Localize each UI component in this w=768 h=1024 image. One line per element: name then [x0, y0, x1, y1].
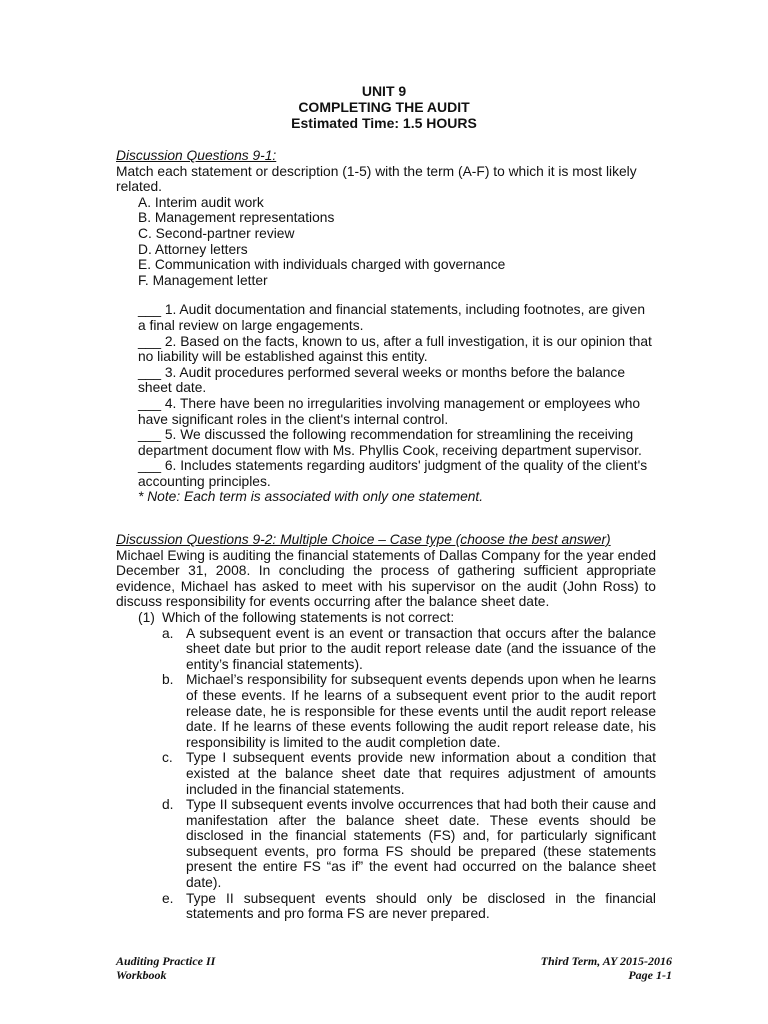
question-number: (1) — [138, 609, 155, 625]
discussion-questions-9-1 — [116, 148, 656, 505]
section-heading: Discussion Questions 9-2: Multiple Choice – Case type (choose the best answer) — [116, 532, 611, 547]
option-c: c. Type I subsequent events provide new information about a condition that existed at the balance sheet date that requires adjustment of amounts included in the financial statements. — [162, 750, 656, 797]
list-item: F. Management letter — [138, 272, 268, 288]
footer-workbook: Workbook — [116, 968, 167, 982]
term-list — [138, 195, 656, 289]
option-d: d. Type II subsequent events involve occurrences that had both their cause and manifestation after the balance sheet date. These events should be disclosed in the financial statements (FS) and, for particularly significant subsequent events, pro forma FS should be prepared (these statements present the entire FS “as if” the event had occurred on the balance sheet date). — [162, 797, 656, 891]
footer-left — [116, 954, 215, 982]
option-list — [162, 626, 656, 922]
question-1 — [138, 610, 656, 922]
list-item: ___ 3. Audit procedures performed several weeks or months before the balance sheet date. — [138, 364, 626, 396]
list-item: ___ 1. Audit documentation and financial statements, including footnotes, are given a final review on large engagements. — [138, 302, 645, 333]
list-item: D. Attorney letters — [138, 241, 248, 257]
instructions: Match each statement or description (1-5) with the term (A-F) to which it is most likely related. — [116, 163, 637, 195]
note: * Note: Each term is associated with only one statement. — [138, 489, 484, 505]
list-item: ___ 2. Based on the facts, known to us, after a full investigation, it is our opinion that no liability will be established against this entity. — [138, 333, 652, 365]
option-e: e. Type II subsequent events should only be disclosed in the financial statements and pro forma FS are never prepared. — [162, 890, 656, 922]
case-text: Michael Ewing is auditing the financial statements of Dallas Company for the year ended December 31, 2008. In concluding the process of gathering sufficient appropriate evidence, Michael has asked to meet with his supervisor on the audit (John Ross) to discuss responsibility for events occurring after the balance sheet date. — [116, 547, 656, 610]
footer-page-number: Page 1-1 — [628, 968, 672, 982]
list-item: ___ 5. We discussed the following recommendation for streamlining the receiving department document flow with Ms. Phyllis Cook, receiving department supervisor. — [138, 427, 642, 458]
estimated-time: Estimated Time: 1.5 HOURS — [291, 115, 477, 131]
discussion-questions-9-2 — [116, 532, 656, 922]
statement-list — [138, 302, 656, 489]
list-item: A. Interim audit work — [138, 194, 264, 210]
list-item: C. Second-partner review — [138, 225, 295, 241]
list-item: ___ 6. Includes statements regarding auditors' judgment of the quality of the client's accounting principles. — [138, 458, 648, 489]
list-item: E. Communication with individuals charged with governance — [138, 257, 506, 273]
question-stem: Which of the following statements is not correct: — [162, 609, 455, 625]
chapter-title: COMPLETING THE AUDIT — [298, 99, 470, 115]
list-item: B. Management representations — [138, 210, 335, 226]
unit-title: UNIT 9 — [361, 83, 407, 99]
option-a: a. A subsequent event is an event or transaction that occurs after the balance sheet date but prior to the audit report release date (and the issuance of the entity’s financial statements). — [162, 625, 656, 672]
option-b: b. Michael’s responsibility for subsequent events depends upon when he learns of these events. If he learns of a subsequent event prior to the audit report release date, he is responsible for these events until the audit report release date. If he learns of these events following the audit report release date, his responsibility is limited to the audit completion date. — [162, 672, 656, 750]
footer-course: Auditing Practice II — [116, 954, 216, 968]
section-heading: Discussion Questions 9-1: — [116, 148, 277, 163]
footer-term: Third Term, AY 2015-2016 — [540, 954, 672, 968]
list-item: ___ 4. There have been no irregularities involving management or employees who have significant roles in the client's internal control. — [138, 395, 641, 427]
footer-right — [541, 954, 672, 982]
